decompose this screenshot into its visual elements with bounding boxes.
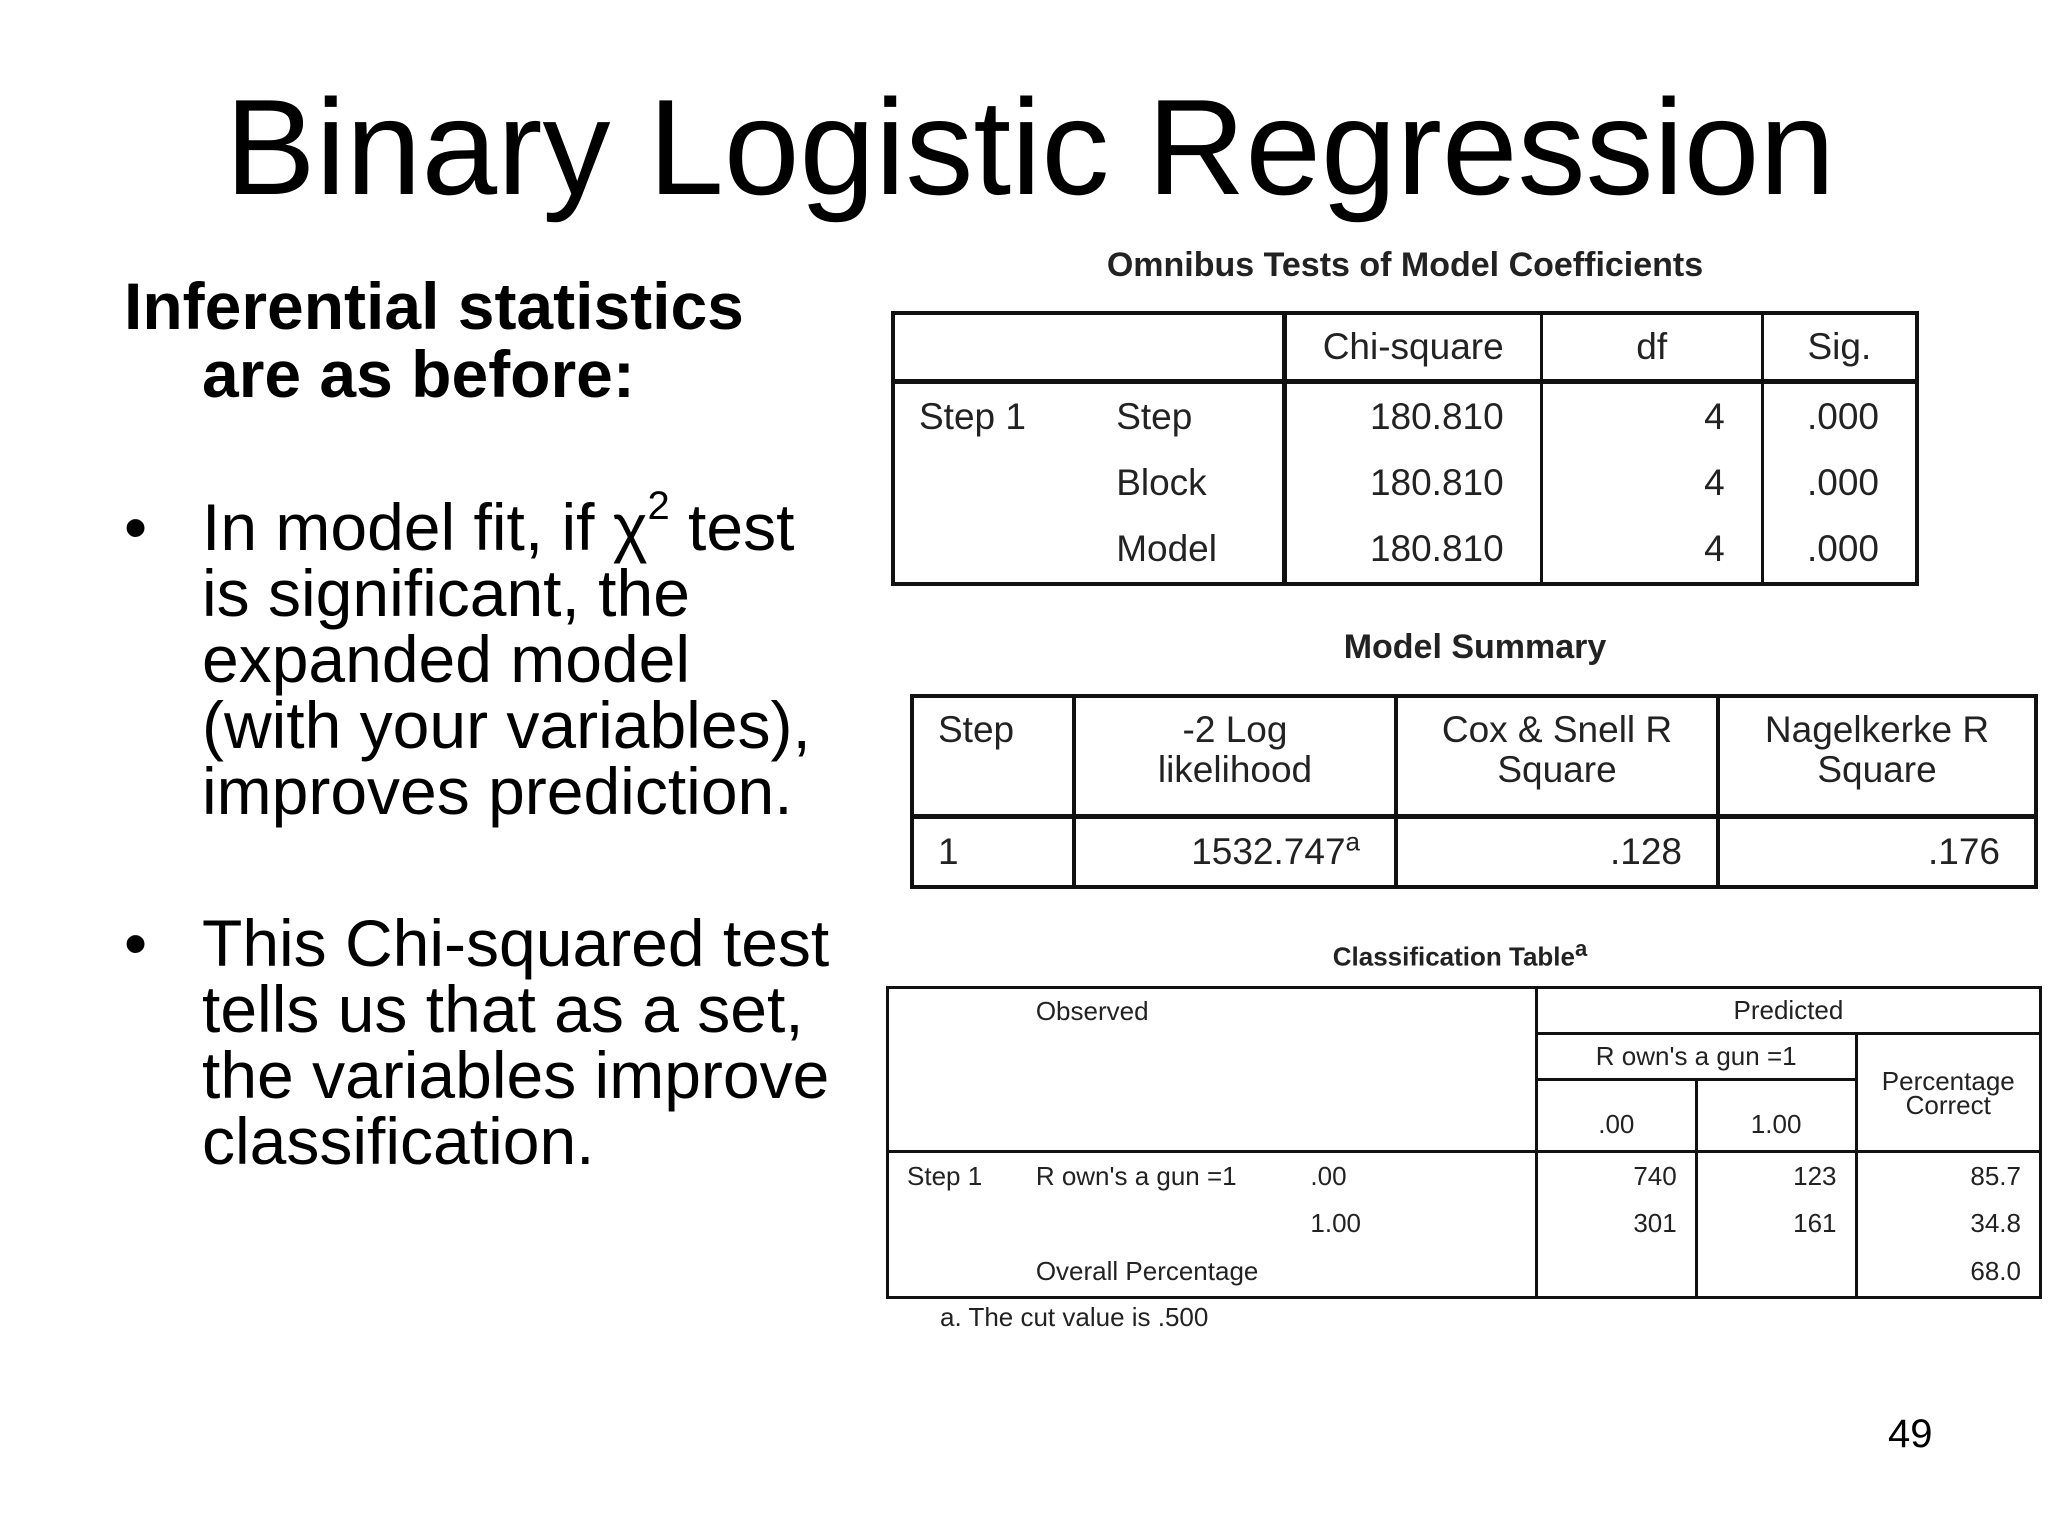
empty-cell — [1292, 988, 1536, 1034]
header-chi-square: Chi-square — [1284, 313, 1541, 382]
header-text: Percentage — [1881, 1065, 2015, 1096]
heading-line-1: Inferential statistics — [124, 269, 744, 343]
table-header-row — [888, 988, 2041, 1034]
category-label: .00 — [1292, 1152, 1536, 1200]
sig-value: .000 — [1806, 462, 1879, 503]
omnibus-table — [891, 311, 1919, 586]
bullet-line: (with your variables), — [202, 688, 811, 762]
row-label: Block — [1092, 450, 1284, 516]
nagelkerke-value: .176 — [1927, 831, 2000, 872]
omnibus-caption: Omnibus Tests of Model Coefficients — [1106, 246, 1704, 284]
header-text: Square — [1817, 749, 1937, 790]
empty-cell — [888, 1248, 1018, 1298]
chi-square-value: 180.810 — [1284, 516, 1541, 584]
caption-text: Classification Table — [1332, 941, 1575, 972]
header-text: likelihood — [1157, 749, 1313, 790]
empty-cell — [893, 450, 1092, 516]
percentage-value: 34.8 — [1970, 1208, 2021, 1238]
bullet-icon: • — [124, 490, 148, 564]
table-row — [888, 1248, 2041, 1298]
header-text: Nagelkerke R — [1764, 709, 1990, 750]
footnote: a. The cut value is .500 — [940, 1302, 1209, 1332]
bullet-line: classification. — [202, 1104, 595, 1178]
variable-label: R own's a gun =1 — [1035, 1160, 1237, 1191]
header-nagelkerke — [1718, 696, 2036, 817]
header-predicted: Predicted — [1536, 988, 2040, 1034]
header-text: Square — [1497, 749, 1617, 790]
bullet-line: the variables improve — [202, 1038, 830, 1112]
loglik-value — [1074, 817, 1396, 888]
classification-caption — [1200, 936, 1720, 973]
bullet-chi-squared — [124, 906, 884, 1178]
empty-cell — [888, 1034, 1018, 1080]
empty-cell — [888, 1200, 1018, 1248]
model-summary-table — [910, 694, 2038, 889]
model-summary-caption: Model Summary — [1343, 628, 1607, 666]
df-value: 4 — [1541, 450, 1762, 516]
header-text: Cox & Snell R — [1441, 709, 1673, 750]
table-row — [912, 817, 2036, 888]
bullet-text: In model fit, if χ — [202, 490, 648, 564]
overall-label: Overall Percentage — [1018, 1248, 1537, 1298]
section-heading — [124, 269, 884, 411]
table-row — [888, 1200, 2041, 1248]
header-percentage-correct — [1856, 1034, 2040, 1152]
footnote-marker: a — [1345, 826, 1360, 857]
table-row — [893, 450, 1917, 516]
empty-cell — [1018, 1034, 1293, 1080]
cell-text: 1532.747 — [1191, 831, 1346, 872]
empty-cell — [1536, 1248, 1696, 1298]
cox-snell-value: .128 — [1396, 817, 1718, 888]
empty-cell — [1696, 1248, 1856, 1298]
header-col-100: 1.00 — [1696, 1080, 1856, 1152]
table-header-row — [912, 696, 2036, 817]
df-value: 4 — [1541, 382, 1762, 451]
chi-square-value: 180.810 — [1284, 450, 1541, 516]
table-row — [893, 516, 1917, 584]
chi-square-value: 180.810 — [1284, 382, 1541, 451]
count-value: 740 — [1536, 1152, 1696, 1200]
classification-table — [886, 986, 2042, 1299]
header-loglik — [1074, 696, 1396, 817]
header-step: Step — [912, 696, 1074, 817]
header-observed: Observed — [1035, 995, 1149, 1026]
empty-cell — [1018, 1080, 1293, 1152]
bullet-model-fit — [124, 484, 884, 828]
count-value: 301 — [1536, 1200, 1696, 1248]
count-value: 123 — [1696, 1152, 1856, 1200]
bullet-line: expanded model — [202, 622, 691, 696]
df-value: 4 — [1541, 516, 1762, 584]
empty-cell — [888, 988, 1018, 1034]
superscript: 2 — [647, 484, 670, 528]
count-value: 161 — [1696, 1200, 1856, 1248]
header-df: df — [1541, 313, 1762, 382]
sig-value: .000 — [1806, 396, 1879, 437]
row-label: Step — [1092, 382, 1284, 451]
footnote-marker: a — [1575, 936, 1588, 961]
header-text: Correct — [1905, 1089, 1991, 1120]
row-label: Model — [1092, 516, 1284, 584]
bullet-icon: • — [124, 906, 148, 980]
empty-header-cell — [893, 313, 1284, 382]
bullet-line: tells us that as a set, — [202, 972, 804, 1046]
bullet-text: test — [669, 490, 795, 564]
heading-line-2: are as before: — [202, 337, 635, 411]
header-cox-snell — [1396, 696, 1718, 817]
step-value: 1 — [912, 817, 1074, 888]
empty-cell — [1292, 1034, 1536, 1080]
empty-cell — [893, 516, 1092, 584]
left-text-column — [124, 269, 884, 1178]
table-header-row — [893, 313, 1917, 382]
percentage-value: 85.7 — [1970, 1160, 2021, 1191]
empty-cell — [1018, 1200, 1293, 1248]
header-text: -2 Log — [1182, 709, 1288, 750]
table-header-row — [888, 1034, 2041, 1080]
bullet-line — [202, 484, 884, 564]
header-variable: R own's a gun =1 — [1536, 1034, 1856, 1080]
category-label: 1.00 — [1292, 1200, 1536, 1248]
bullet-line: This Chi-squared test — [202, 906, 830, 980]
step-label: Step 1 — [919, 396, 1026, 437]
empty-cell — [888, 1080, 1018, 1152]
slide-title: Binary Logistic Regression — [224, 71, 1836, 223]
bullet-line: improves prediction. — [202, 754, 793, 828]
header-col-00: .00 — [1536, 1080, 1696, 1152]
table-row — [893, 382, 1917, 451]
header-sig: Sig. — [1762, 313, 1917, 382]
step-label: Step 1 — [907, 1160, 983, 1191]
table-row — [888, 1152, 2041, 1200]
page-number: 49 — [1888, 1412, 1933, 1456]
bullet-line: is significant, the — [202, 556, 690, 630]
sig-value: .000 — [1806, 528, 1879, 569]
overall-percentage-value: 68.0 — [1970, 1256, 2021, 1287]
empty-cell — [1292, 1080, 1536, 1152]
